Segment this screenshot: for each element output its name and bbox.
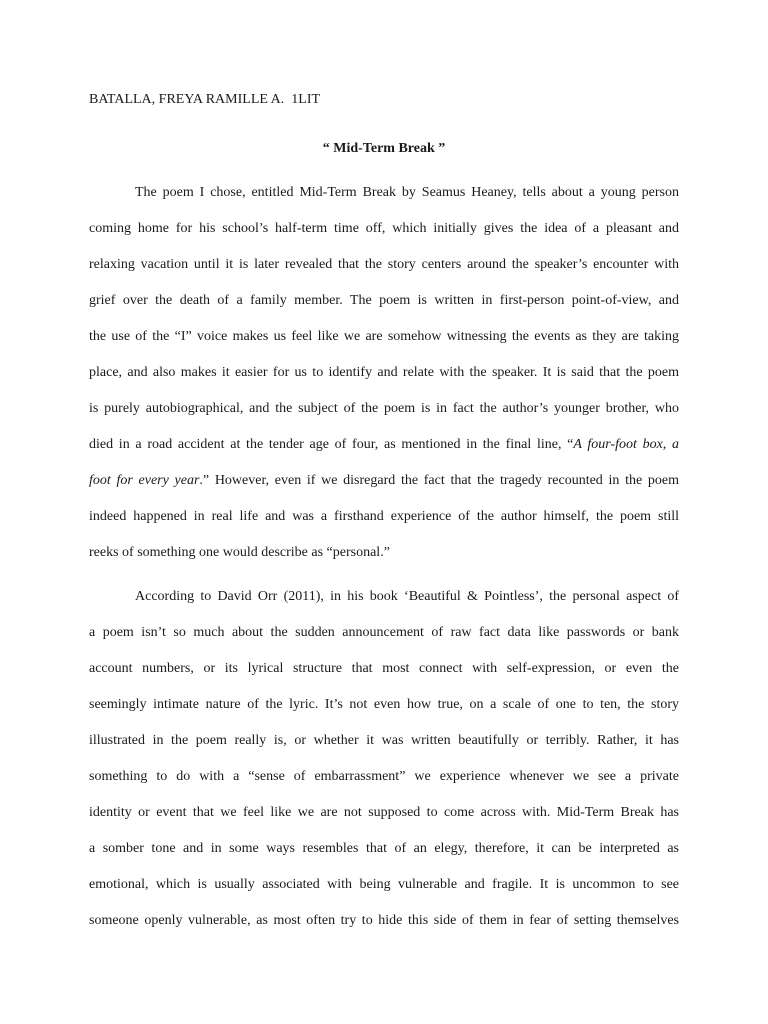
- author-line: BATALLA, FREYA RAMILLE A. 1LIT: [89, 92, 321, 107]
- quoted-verse: A four-foot box, a: [573, 437, 680, 452]
- paragraph-line: someone openly vulnerable, as most often try to hide this side of them in fear of setting themselves: [89, 913, 679, 928]
- paragraph-line: the use of the “I” voice makes us feel like we are somehow witnessing the events as they are taking: [89, 329, 679, 344]
- paragraph-line: is purely autobiographical, and the subject of the poem is in fact the author’s younger brother, who: [89, 401, 679, 416]
- line-text: died in a road accident at the tender age of four, as mentioned in the final line, “: [89, 437, 574, 452]
- paragraph-line: identity or event that we feel like we are not supposed to come across with. Mid-Term Break has: [89, 805, 679, 820]
- essay-title: “ Mid-Term Break ”: [322, 141, 446, 156]
- paragraph-line: coming home for his school’s half-term time off, which initially gives the idea of a pleasant and: [89, 221, 679, 236]
- paragraph-line: seemingly intimate nature of the lyric. It’s not even how true, on a scale of one to ten, the story: [89, 697, 679, 712]
- paragraph-line: something to do with a “sense of embarrassment” we experience whenever we see a private: [89, 769, 679, 784]
- paragraph-line: grief over the death of a family member. The poem is written in first-person point-of-view, and: [89, 293, 679, 308]
- paragraph-line: According to David Orr (2011), in his book ‘Beautiful & Pointless’, the personal aspect of: [135, 589, 679, 604]
- paragraph-line: illustrated in the poem really is, or whether it was written beautifully or terribly. Rather, it has: [89, 733, 679, 748]
- paragraph-line: [89, 436, 679, 454]
- paragraph-line: relaxing vacation until it is later revealed that the story centers around the speaker’s encounter with: [89, 257, 679, 272]
- paragraph-line: a somber tone and in some ways resembles that of an elegy, therefore, it can be interpreted as: [89, 841, 679, 856]
- paragraph-line: The poem I chose, entitled Mid-Term Break by Seamus Heaney, tells about a young person: [135, 185, 679, 200]
- paragraph-line: a poem isn’t so much about the sudden announcement of raw fact data like passwords or bank: [89, 625, 679, 640]
- paragraph-line: [89, 472, 679, 490]
- line-text: .” However, even if we disregard the fact that the tragedy recounted in the poem: [199, 473, 680, 488]
- paragraph-line: place, and also makes it easier for us to identify and relate with the speaker. It is said that the poem: [89, 365, 679, 380]
- paragraph-line: indeed happened in real life and was a firsthand experience of the author himself, the poem still: [89, 509, 679, 524]
- paragraph-line: account numbers, or its lyrical structure that most connect with self-expression, or even the: [89, 661, 679, 676]
- paragraph-line: reeks of something one would describe as “personal.”: [89, 545, 390, 560]
- paragraph-line: emotional, which is usually associated with being vulnerable and fragile. It is uncommon to see: [89, 877, 679, 892]
- quoted-verse: foot for every year: [89, 473, 200, 488]
